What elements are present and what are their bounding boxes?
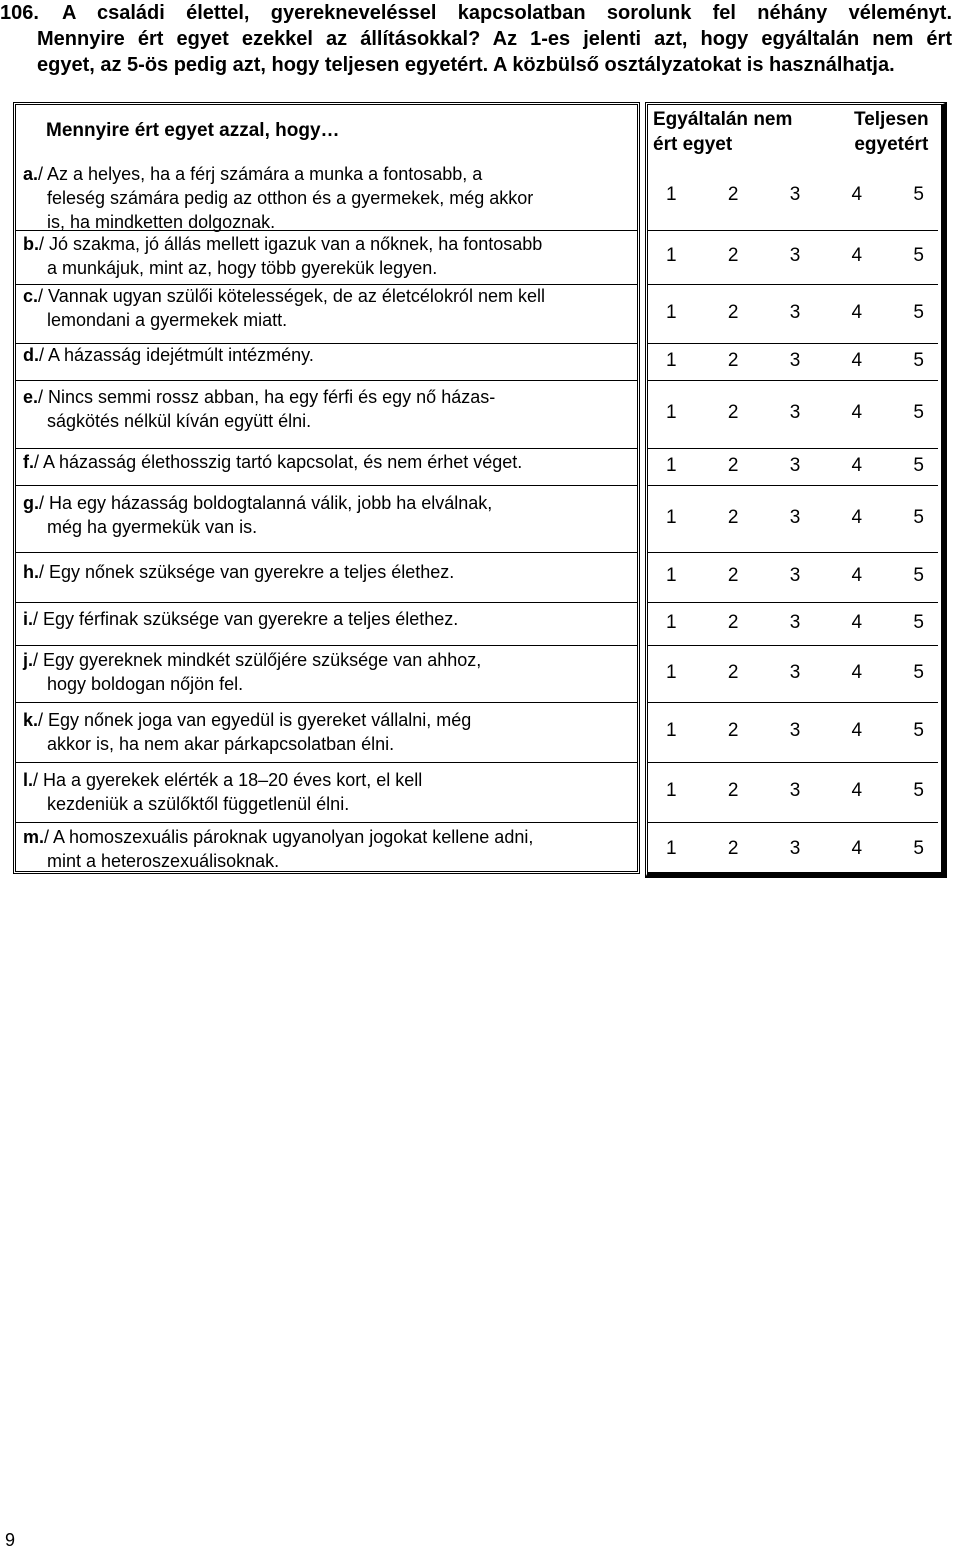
statement-letter: h. xyxy=(23,562,39,582)
statement-line: g./ Ha egy házasság boldogtalanná válik, jobb ha elválnak, xyxy=(23,493,493,513)
row-divider xyxy=(16,552,637,553)
rating-option[interactable]: 5 xyxy=(913,454,924,476)
row-divider xyxy=(648,645,938,646)
rating-option[interactable]: 1 xyxy=(666,565,677,586)
rating-option[interactable]: 4 xyxy=(851,838,863,859)
rating-scale[interactable] xyxy=(666,402,924,424)
statement-row xyxy=(13,380,947,448)
row-divider xyxy=(648,343,938,344)
statement-row xyxy=(13,552,947,602)
row-divider xyxy=(648,448,938,449)
statement-text xyxy=(23,825,638,873)
rating-option[interactable]: 3 xyxy=(789,349,801,371)
rating-option[interactable]: 1 xyxy=(666,245,677,266)
rating-scale[interactable] xyxy=(666,302,924,324)
statement-text xyxy=(23,607,638,631)
statement-row xyxy=(13,284,947,343)
statement-line: e./ Nincs semmi rossz abban, ha egy férfi és egy nő házas- xyxy=(23,387,496,407)
statement-letter: g. xyxy=(23,493,39,513)
rating-option[interactable]: 4 xyxy=(851,245,863,266)
rating-scale[interactable] xyxy=(666,662,924,684)
rating-option[interactable]: 4 xyxy=(851,780,863,801)
row-divider xyxy=(648,702,938,703)
rating-scale[interactable] xyxy=(666,245,924,267)
statement-letter: j. xyxy=(23,650,34,670)
row-divider xyxy=(648,762,938,763)
rating-option[interactable]: 2 xyxy=(727,506,739,528)
statement-line: kezdeniük a szülőktől függetlenül élni. xyxy=(47,794,350,814)
statement-line: is, ha mindketten dolgoznak. xyxy=(47,212,276,232)
statement-line: f./ A házasság élethosszig tartó kapcsolat, és nem érhet véget. xyxy=(23,452,523,472)
statement-letter: k. xyxy=(23,710,39,730)
rating-option[interactable]: 3 xyxy=(789,454,801,476)
rating-option[interactable]: 5 xyxy=(913,720,924,741)
rating-option[interactable]: 2 xyxy=(727,780,739,801)
question-text-line-1: A családi élettel, gyerekneveléssel kapcsolatban sorolunk fel néhány véleményt. xyxy=(62,2,952,24)
row-divider xyxy=(16,485,637,486)
statement-text xyxy=(23,343,638,367)
statement-row xyxy=(13,230,947,284)
statement-row xyxy=(13,702,947,762)
rating-option[interactable]: 1 xyxy=(666,402,677,423)
rating-scale[interactable] xyxy=(666,838,924,860)
statement-text xyxy=(23,385,638,433)
statement-text xyxy=(23,284,638,332)
rating-scale[interactable] xyxy=(666,612,924,634)
statement-line: lemondani a gyermekek miatt. xyxy=(47,310,288,330)
row-divider xyxy=(16,762,637,763)
rating-option[interactable]: 3 xyxy=(789,838,801,859)
rating-option[interactable]: 1 xyxy=(666,184,677,205)
question-text-line-2: Mennyire ért egyet ezekkel az állításokkal? Az 1-es jelenti azt, hogy egyáltalán nem ért xyxy=(37,28,952,50)
rating-option[interactable]: 5 xyxy=(913,838,924,859)
header-agree-line-2: egyetért xyxy=(854,134,929,155)
statement-text xyxy=(23,450,638,474)
rating-option[interactable]: 4 xyxy=(851,402,863,423)
rating-option[interactable]: 1 xyxy=(666,454,677,476)
rating-option[interactable]: 5 xyxy=(913,780,924,801)
rating-option[interactable]: 1 xyxy=(666,506,677,528)
rating-option[interactable]: 1 xyxy=(666,838,677,859)
rating-option[interactable]: 3 xyxy=(789,402,801,423)
rating-option[interactable]: 4 xyxy=(851,349,863,371)
statement-row xyxy=(13,485,947,552)
statement-line: k./ Egy nőnek joga van egyedül is gyereket vállalni, még xyxy=(23,710,472,730)
rating-scale[interactable] xyxy=(666,565,924,587)
statement-row xyxy=(13,822,947,878)
rating-option[interactable]: 1 xyxy=(666,301,677,323)
rating-option[interactable]: 2 xyxy=(727,838,739,859)
row-divider xyxy=(648,822,938,823)
row-divider xyxy=(16,602,637,603)
statement-letter: e. xyxy=(23,387,39,407)
statement-line: a munkájuk, mint az, hogy több gyerekük legyen. xyxy=(47,258,438,278)
statement-line: hogy boldogan nőjön fel. xyxy=(47,674,244,694)
statement-row xyxy=(13,602,947,645)
rating-option[interactable]: 3 xyxy=(789,184,801,205)
rating-option[interactable]: 2 xyxy=(727,720,739,741)
statement-line: a./ Az a helyes, ha a férj számára a munka a fontosabb, a xyxy=(23,164,483,184)
row-divider xyxy=(648,485,938,486)
rating-option[interactable]: 5 xyxy=(913,506,924,528)
rating-option[interactable]: 2 xyxy=(727,301,739,323)
page-number: 9 xyxy=(5,1530,16,1550)
header-disagree xyxy=(653,107,792,157)
statement-line: b./ Jó szakma, jó állás mellett igazuk van a nőknek, ha fontosabb xyxy=(23,234,543,254)
statement-text xyxy=(23,708,638,756)
rating-option[interactable]: 5 xyxy=(913,184,924,205)
rating-option[interactable]: 5 xyxy=(913,245,924,266)
rating-option[interactable]: 3 xyxy=(789,661,801,683)
rating-scale[interactable] xyxy=(666,780,924,802)
rating-option[interactable]: 4 xyxy=(851,184,863,205)
statement-line: h./ Egy nőnek szüksége van gyerekre a teljes élethez. xyxy=(23,562,455,582)
rating-scale[interactable] xyxy=(666,720,924,742)
rating-option[interactable]: 3 xyxy=(789,245,801,266)
rating-scale[interactable] xyxy=(666,507,924,529)
statement-letter: d. xyxy=(23,345,39,365)
rating-option[interactable]: 2 xyxy=(727,611,739,633)
row-divider xyxy=(16,702,637,703)
statement-row xyxy=(13,645,947,702)
statement-letter: m. xyxy=(23,827,45,847)
rating-option[interactable]: 3 xyxy=(789,565,801,586)
statement-text xyxy=(23,648,638,696)
statement-row xyxy=(13,448,947,485)
statement-line: i./ Egy férfinak szüksége van gyerekre a teljes élethez. xyxy=(23,609,459,629)
statement-line: l./ Ha a gyerekek elérték a 18–20 éves kort, el kell xyxy=(23,770,423,790)
rating-option[interactable]: 4 xyxy=(851,720,863,741)
rating-option[interactable]: 5 xyxy=(913,301,924,323)
rating-option[interactable]: 5 xyxy=(913,661,924,683)
row-divider xyxy=(648,552,938,553)
statement-line: ságkötés nélkül kíván együtt élni. xyxy=(47,411,312,431)
rating-option[interactable]: 2 xyxy=(727,454,739,476)
rating-option[interactable]: 2 xyxy=(727,661,739,683)
statement-line: m./ A homoszexuális pároknak ugyanolyan jogokat kellene adni, xyxy=(23,827,534,847)
statement-text xyxy=(23,232,638,280)
statement-row xyxy=(13,162,947,230)
statement-text xyxy=(23,560,638,584)
rating-option[interactable]: 1 xyxy=(666,780,677,801)
statement-letter: l. xyxy=(23,770,34,790)
question-text-line-3: egyet, az 5-ös pedig azt, hogy teljesen egyetért. A közbülső osztályzatokat is használhatja. xyxy=(37,54,895,76)
statement-line: mint a heteroszexuálisoknak. xyxy=(47,851,280,871)
rating-option[interactable]: 5 xyxy=(913,611,924,633)
statement-text xyxy=(23,768,638,816)
rating-scale[interactable] xyxy=(666,350,924,372)
rating-option[interactable]: 3 xyxy=(789,611,801,633)
statement-letter: i. xyxy=(23,609,34,629)
rating-option[interactable]: 4 xyxy=(851,454,863,476)
header-disagree-line-2: ért egyet xyxy=(653,134,733,155)
header-agree xyxy=(854,107,929,157)
rating-option[interactable]: 5 xyxy=(913,349,924,371)
rating-option[interactable]: 1 xyxy=(666,661,677,683)
statement-text xyxy=(23,491,638,539)
statement-row xyxy=(13,343,947,380)
rating-scale[interactable] xyxy=(666,455,924,477)
rating-option[interactable]: 5 xyxy=(913,402,924,423)
row-divider xyxy=(16,230,637,231)
statement-line: d./ A házasság idejétmúlt intézmény. xyxy=(23,345,314,365)
statement-letter: b. xyxy=(23,234,39,254)
rating-option[interactable]: 5 xyxy=(913,565,924,586)
statement-line: még ha gyermekük van is. xyxy=(47,517,258,537)
row-divider xyxy=(648,602,938,603)
statement-line: c./ Vannak ugyan szülői kötelességek, de az életcélokról nem kell xyxy=(23,286,545,306)
rating-option[interactable]: 2 xyxy=(727,349,739,371)
statement-text xyxy=(23,162,638,234)
rating-option[interactable]: 2 xyxy=(727,565,739,586)
row-divider xyxy=(16,645,637,646)
rating-scale[interactable] xyxy=(666,184,924,206)
row-divider xyxy=(648,284,938,285)
rating-option[interactable]: 1 xyxy=(666,349,677,371)
row-divider xyxy=(16,380,637,381)
rating-option[interactable]: 4 xyxy=(851,301,863,323)
rating-option[interactable]: 4 xyxy=(851,611,863,633)
row-divider xyxy=(648,380,938,381)
statement-line: akkor is, ha nem akar párkapcsolatban élni. xyxy=(47,734,395,754)
rating-option[interactable]: 3 xyxy=(789,720,801,741)
rating-option[interactable]: 2 xyxy=(727,184,739,205)
question-number: 106. xyxy=(0,2,39,24)
row-divider xyxy=(648,230,938,231)
statement-letter: c. xyxy=(23,286,39,306)
survey-table xyxy=(13,102,947,878)
statement-letter: f. xyxy=(23,452,34,472)
rating-option[interactable]: 2 xyxy=(727,245,739,266)
rating-option[interactable]: 3 xyxy=(789,780,801,801)
rating-option[interactable]: 3 xyxy=(789,301,801,323)
statement-row xyxy=(13,762,947,822)
header-agree-line-1: Teljesen xyxy=(854,109,929,130)
row-divider xyxy=(16,822,637,823)
rating-option[interactable]: 4 xyxy=(851,506,863,528)
rating-option[interactable]: 4 xyxy=(851,661,863,683)
statement-letter: a. xyxy=(23,164,39,184)
statement-line: feleség számára pedig az otthon és a gyermekek, még akkor xyxy=(47,188,534,208)
rating-option[interactable]: 1 xyxy=(666,611,677,633)
statement-line: j./ Egy gyereknek mindkét szülőjére szüksége van ahhoz, xyxy=(23,650,482,670)
rating-option[interactable]: 4 xyxy=(851,565,863,586)
rating-option[interactable]: 1 xyxy=(666,720,677,741)
rating-option[interactable]: 3 xyxy=(789,506,801,528)
rating-option[interactable]: 2 xyxy=(727,402,739,423)
header-disagree-line-1: Egyáltalán nem xyxy=(653,109,793,130)
table-header-statement: Mennyire ért egyet azzal, hogy… xyxy=(46,120,340,141)
row-divider xyxy=(16,448,637,449)
